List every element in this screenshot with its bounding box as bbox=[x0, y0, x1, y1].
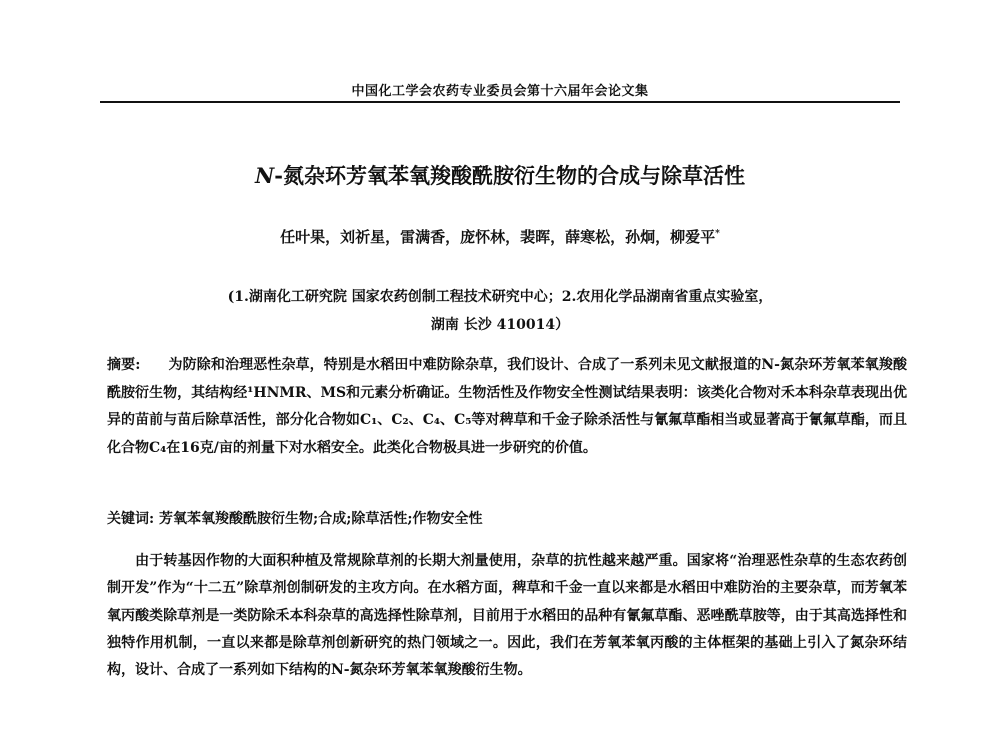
authors-text: 任叶果，刘祈星，雷满香，庞怀林，裴晖，薛寒松，孙炯，柳爱平 bbox=[280, 228, 716, 246]
keywords bbox=[107, 508, 907, 528]
title-text: -氮杂环芳氧苯氧羧酸酰胺衍生物的合成与除草活性 bbox=[274, 163, 745, 188]
abstract-text: 为防除和治理恶性杂草，特别是水稻田中难防除杂草，我们设计、合成了一系列未见文献报道的N-氮杂环芳氧苯氧羧酸酰胺衍生物，其结构经¹HNMR、MS和元素分析确证。生物活性及作物安全性测试结果表明：该类化合物对禾本科杂草表现出优异的苗前与苗后除草活性，部分化合物如C₁、C₂、C₄、C₅等对稗草和千金子除杀活性与氰氟草酯相当或显著高于氰氟草酯，而且化合物C₄在16克/亩的剂量下对水稻安全。此类化合物极具进一步研究的价值。 bbox=[107, 357, 907, 456]
keywords-text: 芳氧苯氧羧酸酰胺衍生物;合成;除草活性;作物安全性 bbox=[159, 511, 483, 527]
keywords-label: 关键词: bbox=[107, 511, 155, 527]
running-header: 中国化工学会农药专业委员会第十六届年会论文集 bbox=[351, 84, 649, 99]
header-rule bbox=[100, 101, 900, 103]
affiliation-line-1: (1.湖南化工研究院 国家农药创制工程技术研究中心；2.农用化学品湖南省重点实验室， bbox=[227, 289, 773, 305]
author-list bbox=[100, 226, 900, 247]
body-paragraph bbox=[107, 548, 907, 684]
abstract-label: 摘要: bbox=[107, 357, 141, 373]
title-italic-prefix: N bbox=[255, 163, 275, 188]
corresponding-author-mark: * bbox=[715, 229, 720, 239]
abstract bbox=[107, 352, 907, 462]
paper-title bbox=[100, 160, 900, 190]
affiliation-line-2: 湖南 长沙 410014） bbox=[430, 317, 570, 333]
body-paragraph-text: 由于转基因作物的大面积种植及常规除草剂的长期大剂量使用，杂草的抗性越来越严重。国家将“治理恶性杂草的生态农药创制开发”作为“十二五”除草剂创制研发的主攻方向。在水稻方面，稗草和千金一直以来都是水稻田中难防治的主要杂草，而芳氧苯氧丙酸类除草剂是一类防除禾本科杂草的高选择性除草剂，目前用于水稻田的品种有氰氟草酯、恶唑酰草胺等，由于其高选择性和独特作用机制，一直以来都是除草剂创新研究的热门领域之一。因此，我们在芳氧苯氧丙酸的主体框架的基础上引入了氮杂环结构，设计、合成了一系列如下结构的N-氮杂环芳氧苯氧羧酸衍生物。 bbox=[107, 553, 907, 679]
